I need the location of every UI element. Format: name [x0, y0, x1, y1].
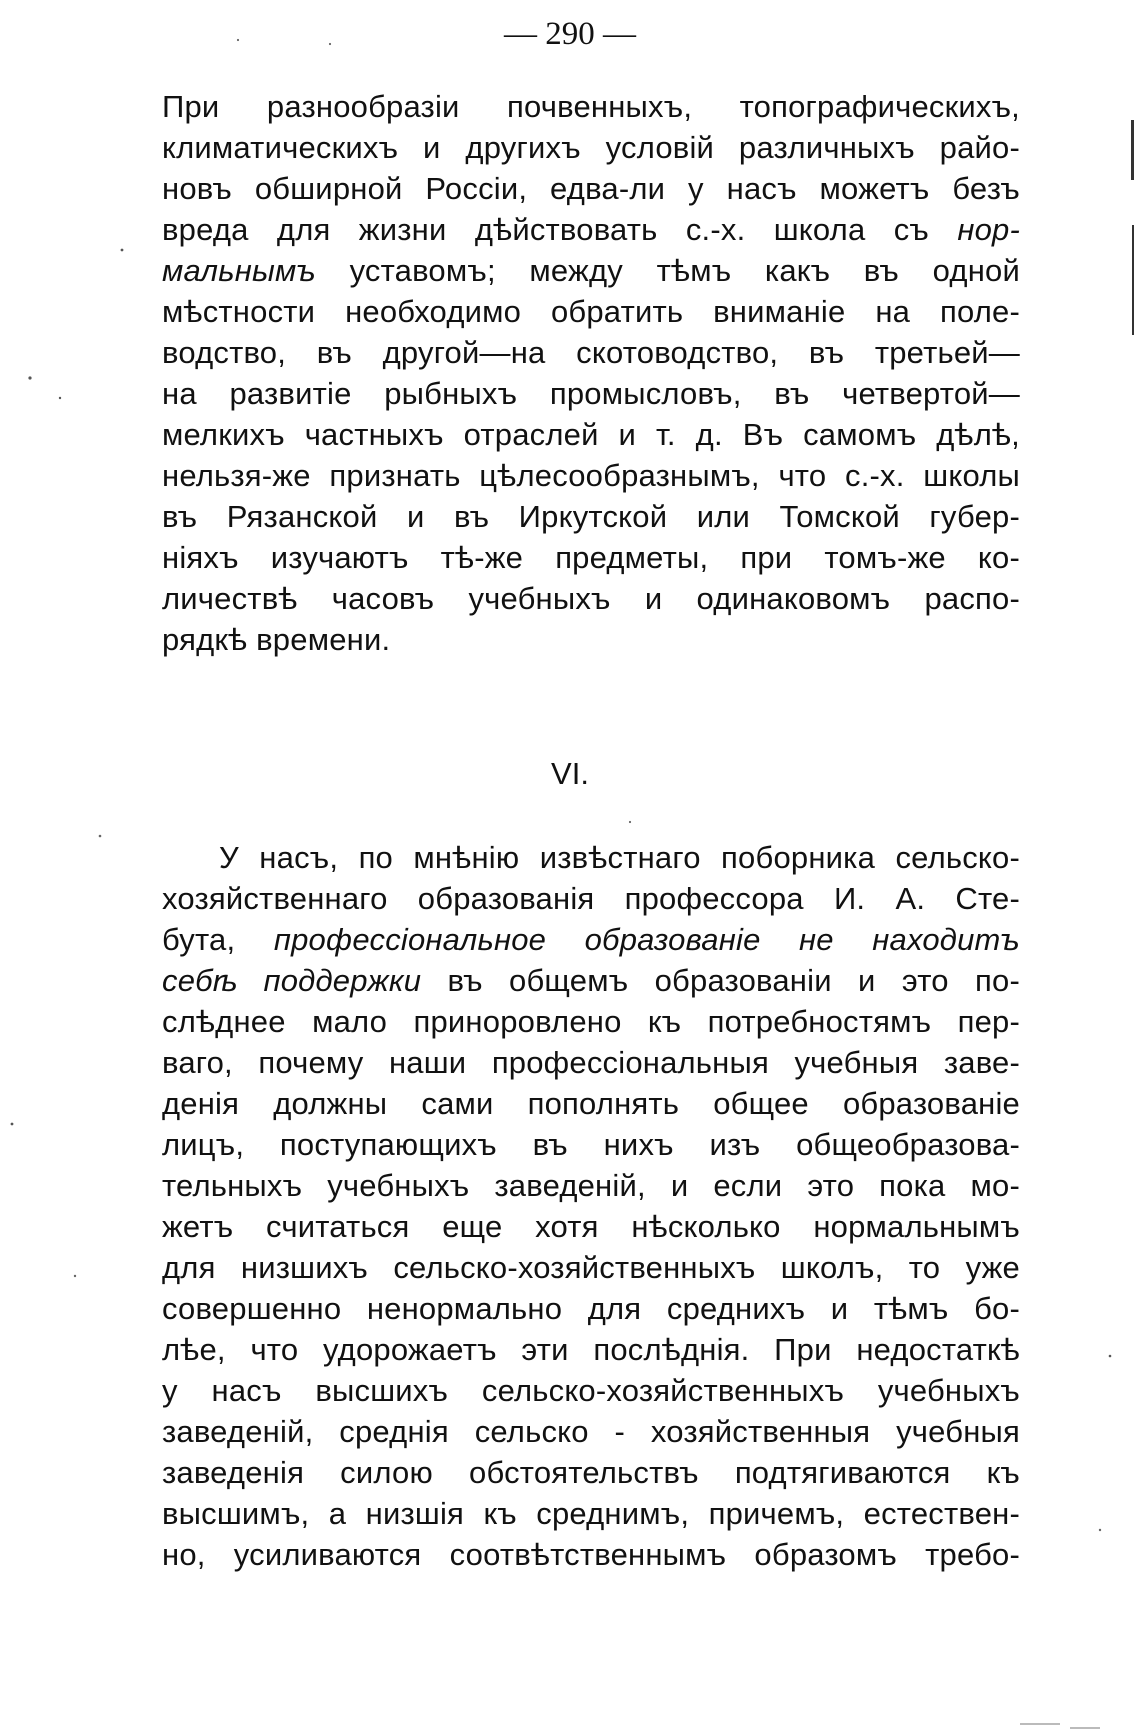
text-line: тельныхъ учебныхъ заведеній, и если это пока мо- [162, 1168, 1020, 1203]
text-line: ніяхъ изучаютъ тѣ-же предметы, при томъ-же ко- [162, 540, 1020, 575]
text-line: у насъ высшихъ сельско-хозяйственныхъ учебныхъ [162, 1373, 1020, 1408]
text-line: климатическихъ и другихъ условій различныхъ райо- [162, 130, 1020, 165]
text-line: заведеній, среднія сельско - хозяйственныя учебныя [162, 1414, 1020, 1449]
text-line: жетъ считаться еще хотя нѣсколько нормальнымъ [162, 1209, 1020, 1244]
text-span: въ общемъ образованіи и это по- [421, 963, 1020, 998]
text-line: совершенно ненормально для среднихъ и тѣмъ бо- [162, 1291, 1020, 1326]
text-line: на развитіе рыбныхъ промысловъ, въ четвертой— [162, 376, 1020, 411]
paragraph-1 [162, 86, 1020, 660]
text-line [162, 960, 1020, 1001]
italic-text: профессіональное образованіе не находитъ [273, 922, 1021, 957]
text-line: денія должны сами пополнять общее образованіе [162, 1086, 1020, 1121]
text-line: нельзя-же признать цѣлесообразнымъ, что с.-х. школы [162, 458, 1020, 493]
text-line: для низшихъ сельско-хозяйственныхъ школъ, то уже [162, 1250, 1020, 1285]
text-line: заведенія силою обстоятельствъ подтягиваются къ [162, 1455, 1020, 1490]
text-line [162, 919, 1020, 960]
text-line: мѣстности необходимо обратить вниманіе на поле- [162, 294, 1020, 329]
text-line: мелкихъ частныхъ отраслей и т. д. Въ самомъ дѣлѣ, [162, 417, 1020, 452]
text-line: личествѣ часовъ учебныхъ и одинаковомъ распо- [162, 581, 1020, 616]
italic-text: нор- [957, 212, 1020, 247]
text-line [162, 250, 1020, 291]
text-line [162, 209, 1020, 250]
text-line: лицъ, поступающихъ въ нихъ изъ общеобразова- [162, 1127, 1020, 1162]
section-heading: VI. [551, 756, 589, 791]
italic-text: мальнымъ [162, 253, 316, 288]
italic-text: себѣ поддержки [162, 963, 422, 998]
text-line: но, усиливаются соотвѣтственнымъ образомъ требо- [162, 1537, 1020, 1572]
text-line: При разнообразіи почвенныхъ, топографическихъ, [162, 89, 1020, 124]
text-line: высшимъ, а низшія къ среднимъ, причемъ, естествен- [162, 1496, 1020, 1531]
text-line: рядкѣ времени. [162, 622, 391, 657]
page-number: — 290 — [504, 16, 636, 52]
text-line: ваго, почему наши профессіональныя учебныя заве- [162, 1045, 1020, 1080]
text-span: уставомъ; между тѣмъ какъ въ одной [349, 253, 1020, 288]
text-line: У насъ, по мнѣнію извѣстнаго поборника сельско- [219, 840, 1020, 875]
text-line: водство, въ другой—на скотоводство, въ третьей— [162, 335, 1020, 370]
text-line: слѣднее мало приноровлено къ потребностямъ пер- [162, 1004, 1020, 1039]
text-line: хозяйственнаго образованія профессора И. А. Сте- [162, 881, 1020, 916]
scan-edge-mark [1132, 225, 1134, 335]
text-line: въ Рязанской и въ Иркутской или Томской губер- [162, 499, 1020, 534]
text-span: вреда для жизни дѣйствовать с.-х. школа съ [162, 212, 958, 247]
paragraph-2 [162, 837, 1020, 1575]
text-line: новъ обширной Россіи, едва-ли у насъ можетъ безъ [162, 171, 1020, 206]
text-line: лѣе, что удорожаетъ эти послѣднія. При недостаткѣ [162, 1332, 1020, 1367]
text-span: бута, [162, 922, 274, 957]
scan-edge-mark [1131, 120, 1134, 180]
